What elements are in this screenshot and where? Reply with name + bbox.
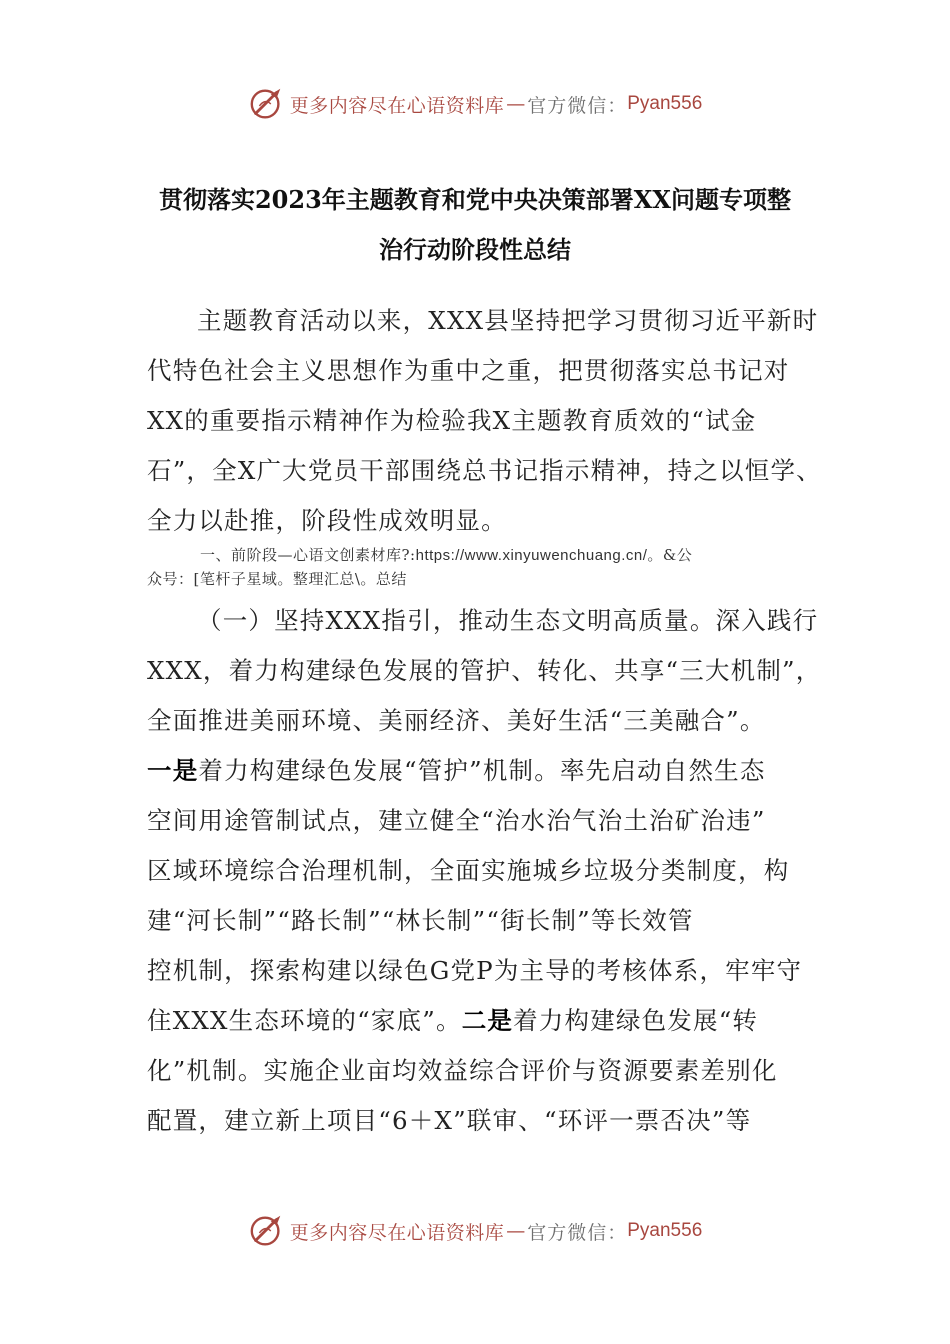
footer-banner bbox=[0, 1211, 950, 1251]
section1-line-4-text: 着力构建绿色发展“管护”机制。率先启动自然生态 bbox=[198, 756, 766, 785]
intro-line-1: 主题教育活动以来，XXX县坚持把学习贯彻习近平新时 bbox=[197, 306, 819, 335]
section1-line-9-a: 住XXX生态环境的“家底”。 bbox=[147, 1006, 462, 1035]
section1-line-4 bbox=[147, 756, 766, 786]
section1-line-6: 区域环境综合治理机制，全面实施城乡垃圾分类制度，构 bbox=[147, 856, 790, 885]
watermark-note-line-1 bbox=[200, 545, 692, 566]
pen-logo-icon bbox=[248, 85, 286, 123]
banner-text: 更多内容尽在心语资料库 bbox=[289, 94, 505, 117]
intro-line-3: XX的重要指示精神作为检验我X主题教育质效的“试金 bbox=[147, 406, 757, 435]
intro-line-4: 石”，全X广大党员干部围绕总书记指示精神，持之以恒学、 bbox=[147, 456, 822, 485]
intro-line-5: 全力以赴推，阶段性成效明显。 bbox=[147, 506, 507, 535]
pen-logo-icon bbox=[248, 1212, 286, 1250]
section1-line-8: 控机制，探索构建以绿色G党P为主导的考核体系，牢牢守 bbox=[147, 956, 803, 985]
banner-dash: — bbox=[506, 93, 526, 115]
point-one-label: 一是 bbox=[147, 756, 199, 785]
document-title-line-2: 治行动阶段性总结 bbox=[379, 235, 571, 264]
watermark-note-url: https://www.xinyuwenchuang.cn/ bbox=[415, 547, 648, 564]
footer-banner-wechat-id: Pyan556 bbox=[627, 1220, 703, 1241]
point-two-label: 二是 bbox=[461, 1006, 514, 1035]
footer-banner-dash: — bbox=[506, 1220, 526, 1242]
footer-banner-wechat-label: 官方微信： bbox=[527, 1221, 628, 1244]
banner-wechat-label: 官方微信： bbox=[527, 94, 628, 117]
banner-wechat-id: Pyan556 bbox=[627, 93, 703, 114]
section1-line-10: 化”机制。实施企业亩均效益综合评价与资源要素差别化 bbox=[147, 1056, 778, 1085]
header-banner bbox=[0, 84, 950, 124]
watermark-note-prefix: 一、前阶段—心语文创素材库?: bbox=[200, 546, 416, 564]
watermark-note-line-2: 众号：[笔杆子星域。整理汇总\。总结 bbox=[147, 570, 407, 588]
section1-line-1: （一）坚持XXX指引，推动生态文明高质量。深入践行 bbox=[197, 606, 819, 635]
section1-line-2: XXX，着力构建绿色发展的管护、转化、共享“三大机制”， bbox=[147, 656, 822, 685]
section1-line-7: 建“河长制”“路长制”“林长制”“街长制”等长效管 bbox=[147, 906, 694, 935]
section1-line-9-b: 着力构建绿色发展“转 bbox=[513, 1006, 759, 1035]
section1-line-5: 空间用途管制试点，建立健全“治水治气治土治矿治违” bbox=[147, 806, 766, 835]
section1-line-11: 配置，建立新上项目“6＋X”联审、“环评一票否决”等 bbox=[147, 1106, 752, 1135]
document-title-line-1: 贯彻落实2023年主题教育和党中央决策部署XX问题专项整 bbox=[158, 185, 792, 214]
footer-banner-text: 更多内容尽在心语资料库 bbox=[289, 1221, 505, 1244]
section1-line-9 bbox=[147, 1006, 758, 1036]
watermark-note-suffix: 。&公 bbox=[647, 546, 693, 564]
section1-line-3: 全面推进美丽环境、美丽经济、美好生活“三美融合”。 bbox=[147, 706, 766, 735]
intro-line-2: 代特色社会主义思想作为重中之重，把贯彻落实总书记对 bbox=[147, 356, 790, 385]
